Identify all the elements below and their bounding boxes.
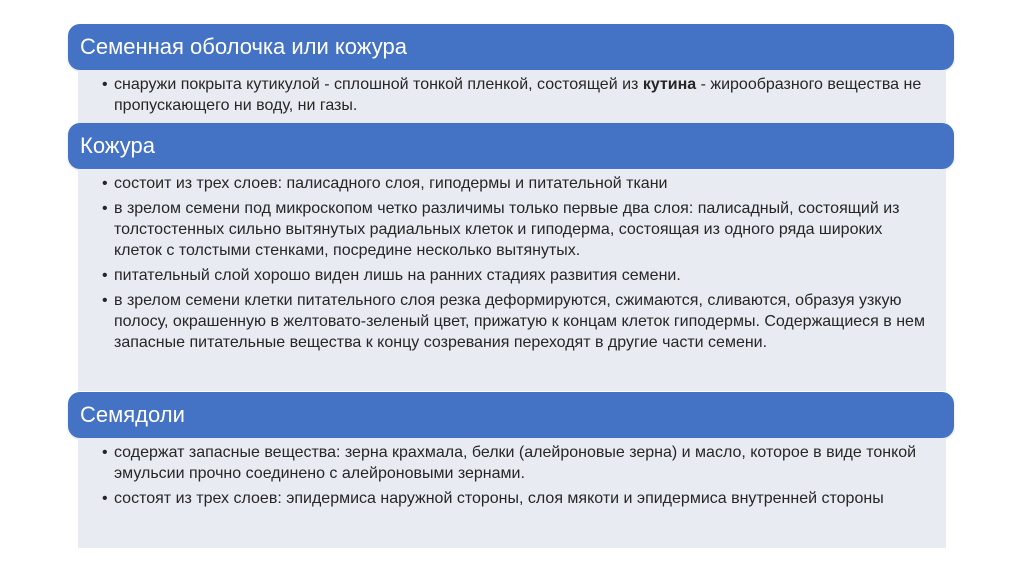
- item-text: состоит из трех слоев: палисадного слоя, гиподермы и питательной ткани: [114, 175, 668, 192]
- list-item: [102, 290, 932, 353]
- list-item: [102, 173, 932, 194]
- section-body-seed-coat: [78, 70, 946, 123]
- item-text: содержат запасные вещества: зерна крахмала, белки (алейроновые зерна) и масло, которое в виде тонкой эмульсии прочно соединено с алейроновыми зернами.: [114, 444, 917, 482]
- bullet: •: [102, 490, 108, 507]
- item-text: в зрелом семени под микроскопом четко различимы только первые два слоя: палисадный, состоящий из толстостенных сильно вытянутых радиальных клеток и гиподерма, состоящая из одного ряда широких клеток с толстыми стенками, посредине несколько вытянутых.: [114, 200, 900, 259]
- bullet: •: [102, 200, 108, 217]
- section-body-cotyledons: [78, 438, 946, 548]
- list-item: [102, 442, 932, 484]
- bullet: •: [102, 175, 108, 192]
- item-text: питательный слой хорошо виден лишь на ранних стадиях развития семени.: [114, 267, 681, 284]
- bullet: •: [102, 292, 108, 309]
- item-text-pre: снаружи покрыта кутикулой - сплошной тонкой пленкой, состоящей из: [114, 76, 643, 93]
- section-header-cotyledons: Семядоли: [68, 392, 954, 438]
- bullet: •: [102, 444, 108, 461]
- bullet: •: [102, 267, 108, 284]
- item-text-post: - жирообразного вещества не пропускающего ни воду, ни газы.: [114, 76, 922, 114]
- list-item: [102, 198, 932, 261]
- section-header-peel: Кожура: [68, 123, 954, 169]
- list-item: [102, 265, 932, 286]
- bullet: •: [102, 76, 108, 93]
- section-body-peel: [78, 169, 946, 391]
- item-text-bold: кутина: [642, 76, 697, 93]
- item-text: состоят из трех слоев: эпидермиса наружной стороны, слоя мякоти и эпидермиса внутренней стороны: [114, 490, 884, 507]
- list-item: [102, 74, 932, 116]
- item-text: в зрелом семени клетки питательного слоя резка деформируются, сжимаются, сливаются, образуя узкую полосу, окрашенную в желтовато-зеленый цвет, прижатую к концам клеток гиподермы. Содержащиеся в нем запасные питательные вещества к концу созревания переходят в другие части семени.: [114, 292, 925, 351]
- section-header-seed-coat: Семенная оболочка или кожура: [68, 24, 954, 70]
- list-item: [102, 488, 932, 509]
